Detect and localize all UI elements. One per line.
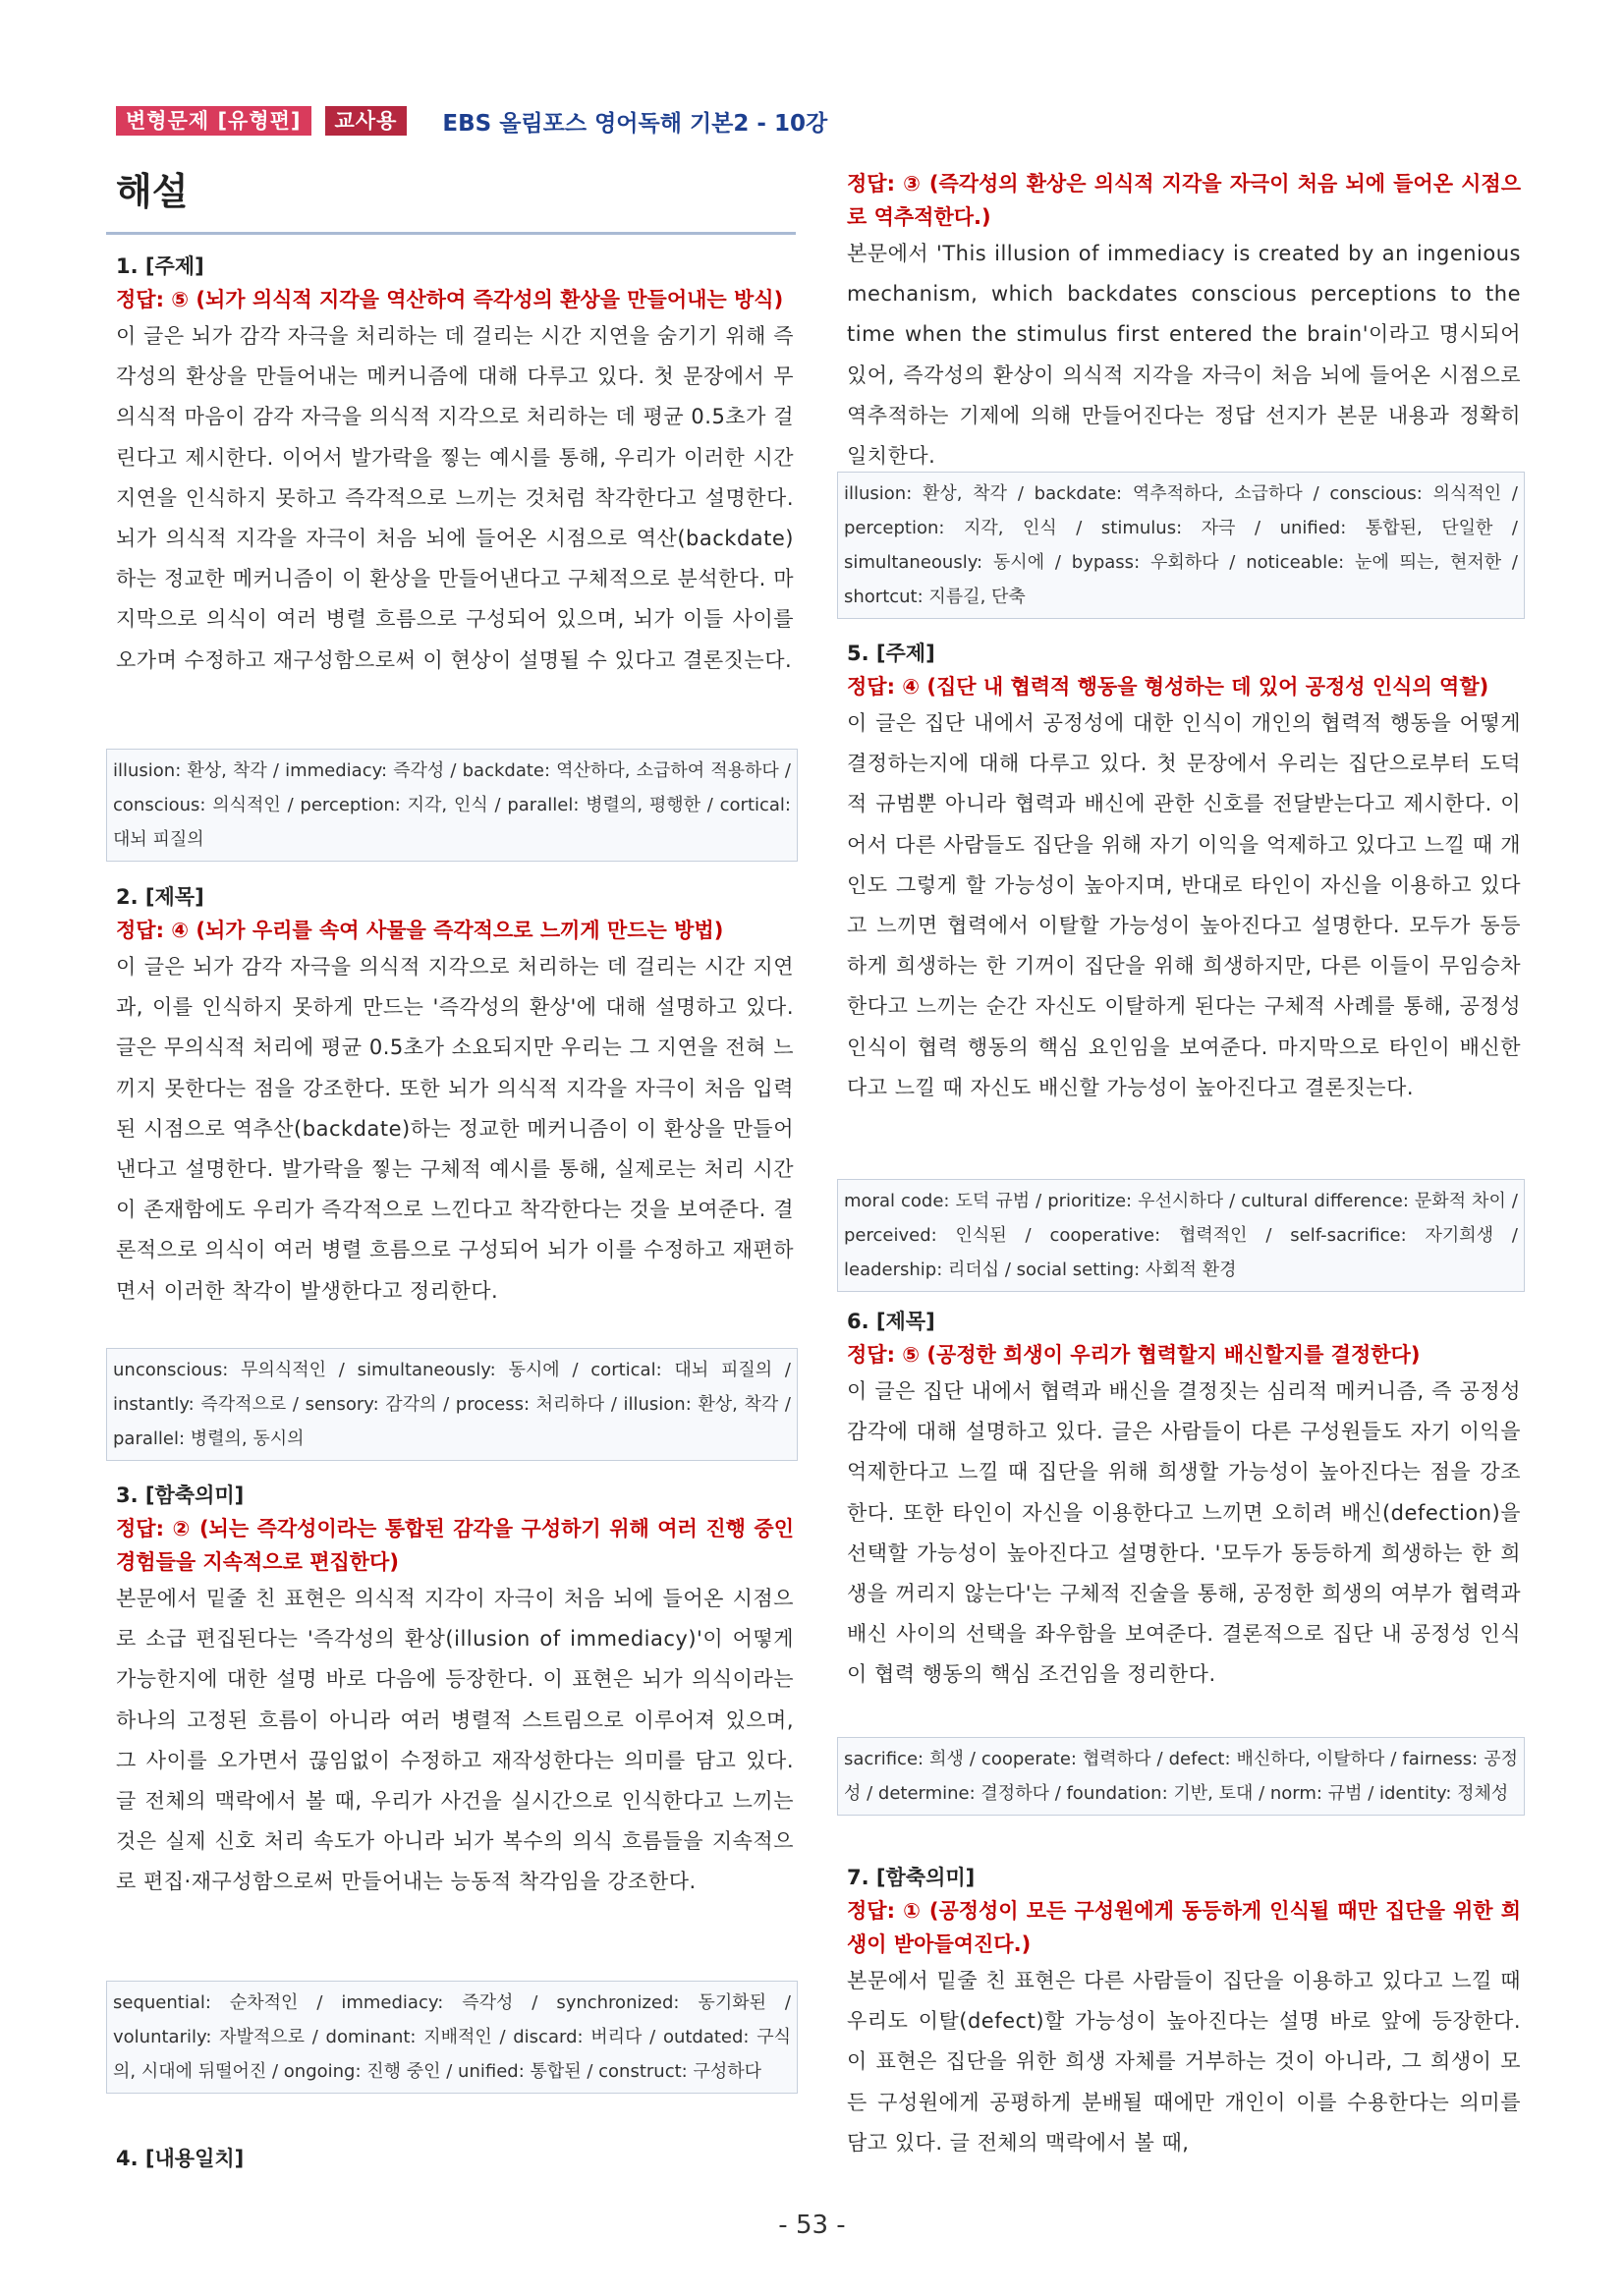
vocab-box: illusion: 환상, 착각 / backdate: 역추적하다, 소급하다 / conscious: 의식적인 / perception: 지각, 인식 / stimulus: 자극 / unified: 통합된, 단일한 / simultaneously: 동시에 / bypass: 우회하다 / noticeable: 눈에 띄는, 현저한 / shortcut: 지름길, 단축: [837, 472, 1525, 619]
explanation-text: 이 글은 집단 내에서 협력과 배신을 결정짓는 심리적 메커니즘, 즉 공정성 감각에 대해 설명하고 있다. 글은 사람들이 다른 구성원들도 자기 이익을 억제한다고 느낄 때 집단을 위해 희생할 가능성이 높아진다는 점을 강조한다. 또한 타인이 자신을 이용한다고 느끼면 오히려 배신(defection)을 선택할 가능성이 높아진다고 설명한다. '모두가 동등하게 희생하는 한 희생을 꺼리지 않는다'는 구체적 진술을 통해, 공정한 희생의 여부가 협력과 배신 사이의 선택을 좌우함을 보여준다. 결론적으로 집단 내 공정성 인식이 협력 행동의 핵심 조건임을 정리한다.: [847, 1379, 1521, 1687]
question-title: 6. [제목]: [847, 1310, 935, 1333]
answer-line: 정답: ④ (집단 내 협력적 행동을 형성하는 데 있어 공정성 인식의 역할): [847, 675, 1489, 699]
vocab-box: moral code: 도덕 규범 / prioritize: 우선시하다 / cultural difference: 문화적 차이 / perceived: 인식된 / cooperative: 협력적인 / self-sacrifice: 자기희생 / leadership: 리더십 / social setting: 사회적 환경: [837, 1179, 1525, 1292]
explanation-1: [116, 250, 794, 681]
explanation-2: [116, 880, 794, 1312]
question-title: 3. [함축의미]: [116, 1484, 245, 1507]
vocab-box: sacrifice: 희생 / cooperate: 협력하다 / defect: 배신하다, 이탈하다 / fairness: 공정성 / determine: 결정하다 / foundation: 기반, 토대 / norm: 규범 / identity: 정체성: [837, 1737, 1525, 1816]
vocab-box: illusion: 환상, 착각 / immediacy: 즉각성 / backdate: 역산하다, 소급하여 적용하다 / conscious: 의식적인 / perception: 지각, 인식 / parallel: 병렬의, 평행한 / cortical: 대뇌 피질의: [106, 749, 798, 862]
question-title: 4. [내용일치]: [116, 2147, 245, 2170]
heading-divider: [106, 232, 796, 235]
answer-line: 정답: ① (공정성이 모든 구성원에게 동등하게 인식될 때만 집단을 위한 희생이 받아들여진다.): [847, 1899, 1521, 1956]
question-title: 7. [함축의미]: [847, 1866, 976, 1889]
question-title: 1. [주제]: [116, 254, 204, 278]
question-title: 2. [제목]: [116, 885, 204, 909]
explanation-text: 이 글은 집단 내에서 공정성에 대한 인식이 개인의 협력적 행동을 어떻게 결정하는지에 대해 다루고 있다. 첫 문장에서 우리는 집단으로부터 도덕적 규범뿐 아니라 협력과 배신에 관한 신호를 전달받는다고 제시한다. 이어서 다른 사람들도 집단을 위해 자기 이익을 억제하고 있다고 느낄 때 개인도 그렇게 할 가능성이 높아지며, 반대로 타인이 자신을 이용하고 있다고 느끼면 협력에서 이탈할 가능성이 높아진다고 설명한다. 모두가 동등하게 희생하는 한 기꺼이 집단을 위해 희생하지만, 다른 이들이 무임승차한다고 느끼는 순간 자신도 이탈하게 된다는 구체적 사례를 통해, 공정성 인식이 협력 행동의 핵심 요인임을 보여준다. 마지막으로 타인이 배신한다고 느낄 때 자신도 배신할 가능성이 높아진다고 결론짓는다.: [847, 711, 1521, 1099]
explanation-6: [847, 1305, 1521, 1696]
answer-line: 정답: ② (뇌는 즉각성이라는 통합된 감각을 구성하기 위해 여러 진행 중인 경험들을 지속적으로 편집한다): [116, 1517, 794, 1574]
category-tag: 변형문제 [유형편]: [116, 106, 311, 136]
explanation-text: 본문에서 밑줄 친 표현은 다른 사람들이 집단을 이용하고 있다고 느낄 때 우리도 이탈(defect)할 가능성이 높아진다는 설명 바로 앞에 등장한다. 이 표현은 집단을 위한 희생 자체를 거부하는 것이 아니라, 그 희생이 모든 구성원에게 공평하게 분배될 때에만 개인이 이를 수용한다는 의미를 담고 있다. 글 전체의 맥락에서 볼 때,: [847, 1969, 1521, 2155]
vocab-box: sequential: 순차적인 / immediacy: 즉각성 / synchronized: 동기화된 / voluntarily: 자발적으로 / dominant: 지배적인 / discard: 버리다 / outdated: 구식의, 시대에 뒤떨어진 / ongoing: 진행 중인 / unified: 통합된 / construct: 구성하다: [106, 1981, 798, 2094]
document-title: EBS 올림포스 영어독해 기본2 - 10강: [442, 110, 828, 137]
explanation-text: 이 글은 뇌가 감각 자극을 처리하는 데 걸리는 시간 지연을 숨기기 위해 즉각성의 환상을 만들어내는 메커니즘에 대해 다루고 있다. 첫 문장에서 무의식적 마음이 감각 자극을 의식적 지각으로 처리하는 데 평균 0.5초가 걸린다고 제시한다. 이어서 발가락을 찧는 예시를 통해, 우리가 이러한 시간 지연을 인식하지 못하고 즉각적으로 느끼는 것처럼 착각한다고 설명한다. 뇌가 의식적 지각을 자극이 처음 뇌에 들어온 시점으로 역산(backdate)하는 정교한 메커니즘이 이 환상을 만들어낸다고 구체적으로 분석한다. 마지막으로 의식이 여러 병렬 흐름으로 구성되어 있으며, 뇌가 이들 사이를 오가며 수정하고 재구성함으로써 이 현상이 설명될 수 있다고 결론짓는다.: [116, 324, 794, 672]
teacher-tag: 교사용: [325, 106, 408, 136]
question-title: 5. [주제]: [847, 642, 935, 665]
page-number: - 53 -: [778, 2211, 846, 2240]
section-title: 해설: [116, 170, 189, 213]
document-header: [116, 104, 827, 138]
explanation-4: [847, 167, 1521, 476]
explanation-text: 이 글은 뇌가 감각 자극을 의식적 지각으로 처리하는 데 걸리는 시간 지연과, 이를 인식하지 못하게 만드는 '즉각성의 환상'에 대해 설명하고 있다. 글은 무의식적 처리에 평균 0.5초가 소요되지만 우리는 그 지연을 전혀 느끼지 못한다는 점을 강조한다. 또한 뇌가 의식적 지각을 자극이 처음 입력된 시점으로 역추산(backdate)하는 정교한 메커니즘이 이 환상을 만들어 낸다고 설명한다. 발가락을 찧는 구체적 예시를 통해, 실제로는 처리 시간이 존재함에도 우리가 즉각적으로 느낀다고 착각한다는 것을 보여준다. 결론적으로 의식이 여러 병렬 흐름으로 구성되어 뇌가 이를 수정하고 재편하면서 이러한 착각이 발생한다고 정리한다.: [116, 955, 794, 1303]
explanation-3: [116, 1479, 794, 1903]
answer-line: 정답: ⑤ (뇌가 의식적 지각을 역산하여 즉각성의 환상을 만들어내는 방식): [116, 288, 784, 311]
answer-line: 정답: ③ (즉각성의 환상은 의식적 지각을 자극이 처음 뇌에 들어온 시점으로 역추적한다.): [847, 172, 1521, 229]
vocab-box: unconscious: 무의식적인 / simultaneously: 동시에 / cortical: 대뇌 피질의 / instantly: 즉각적으로 / sensory: 감각의 / process: 처리하다 / illusion: 환상, 착각 / parallel: 병렬의, 동시의: [106, 1348, 798, 1461]
explanation-5: [847, 637, 1521, 1108]
answer-line: 정답: ⑤ (공정한 희생이 우리가 협력할지 배신할지를 결정한다): [847, 1343, 1421, 1367]
answer-line: 정답: ④ (뇌가 우리를 속여 사물을 즉각적으로 느끼게 만드는 방법): [116, 919, 724, 942]
explanation-text: 본문에서 밑줄 친 표현은 의식적 지각이 자극이 처음 뇌에 들어온 시점으로 소급 편집된다는 '즉각성의 환상(illusion of immediacy)'이 어떻게 가능한지에 대한 설명 바로 다음에 등장한다. 이 표현은 뇌가 의식이라는 하나의 고정된 흐름이 아니라 여러 병렬적 스트림으로 이루어져 있으며, 그 사이를 오가면서 끊임없이 수정하고 재작성한다는 의미를 담고 있다. 글 전체의 맥락에서 볼 때, 우리가 사건을 실시간으로 인식한다고 느끼는 것은 실제 신호 처리 속도가 아니라 뇌가 복수의 의식 흐름들을 지속적으로 편집·재구성함으로써 만들어내는 능동적 착각임을 강조한다.: [116, 1587, 794, 1894]
explanation-text: 본문에서 'This illusion of immediacy is created by an ingenious mechanism, which backdates conscious perceptions to the time when the stimulus first entered the brain'이라고 명시되어 있어, 즉각성의 환상이 의식적 지각을 자극이 처음 뇌에 들어온 시점으로 역추적하는 기제에 의해 만들어진다는 정답 선지가 본문 내용과 정확히 일치한다.: [847, 242, 1521, 469]
explanation-7: [847, 1861, 1521, 2163]
